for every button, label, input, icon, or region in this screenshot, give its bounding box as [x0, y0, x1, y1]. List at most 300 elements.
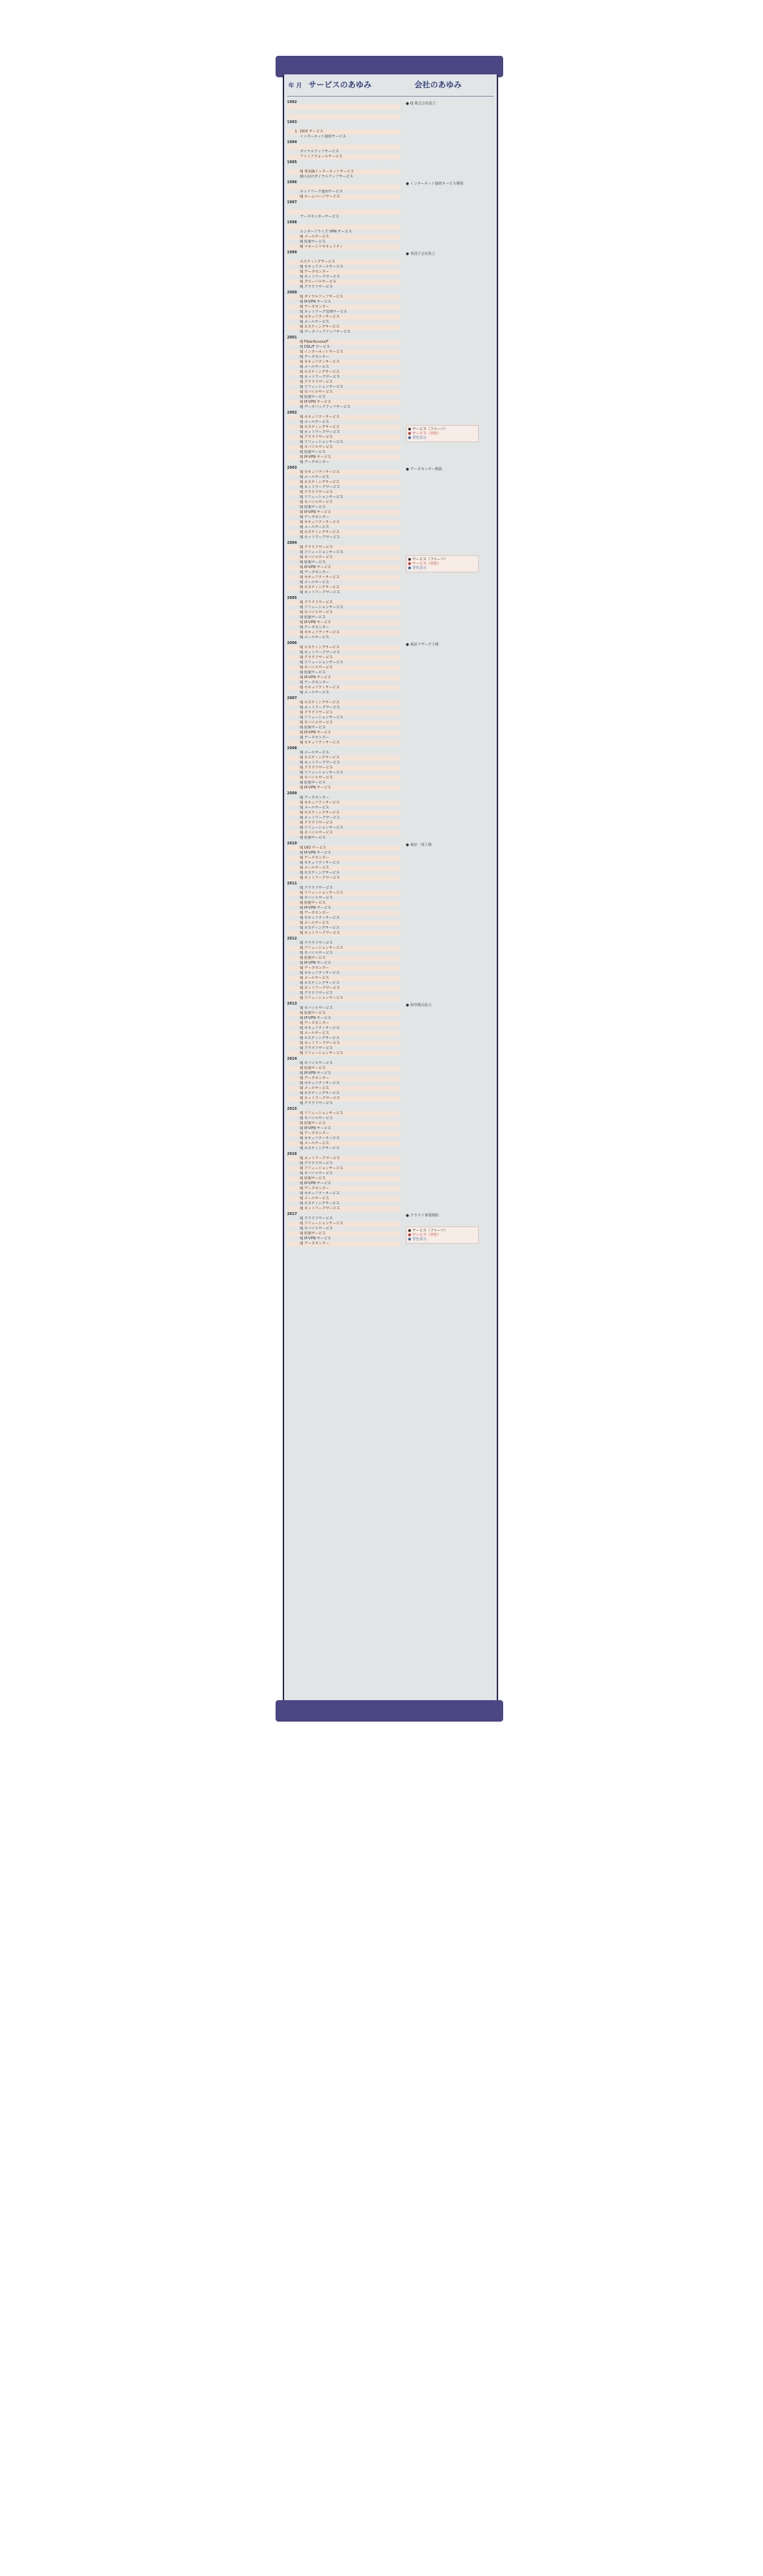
year-label: 2013: [287, 1002, 297, 1006]
row-service-text: IIJ ネットワークサービス: [300, 816, 341, 820]
row-service-text: IIJ ネットワークサービス: [300, 430, 341, 434]
year-label: 2008: [287, 746, 297, 751]
year-label: 2012: [287, 937, 297, 941]
service-row: [287, 976, 400, 981]
company-milestone: ● データセンター開設: [406, 467, 442, 472]
service-row: [287, 1006, 400, 1011]
row-service-text: IIJ セキュリティサービス: [300, 630, 340, 635]
row-service-text: 個人向けダイヤルアップサービス: [300, 175, 354, 179]
service-row: [287, 851, 400, 856]
row-service-text: IIJ データセンター: [300, 515, 329, 519]
row-service-text: IIJ メールサービス: [300, 1031, 329, 1035]
row-service-text: IIJ モバイルサービス: [300, 610, 334, 615]
service-row: [287, 846, 400, 851]
service-column-header: サービスのあゆみ: [308, 80, 371, 89]
row-service-text: IIJ ホスティングサービス: [300, 1036, 340, 1040]
row-service-text: IIJ クラウドサービス: [300, 380, 334, 384]
row-service-text: IIJ ホスティングサービス: [300, 926, 340, 930]
service-row: [287, 1081, 400, 1086]
company-milestone: ● 東証一部上場: [406, 843, 432, 847]
year-label: 1996: [287, 180, 297, 185]
company-milestone: ● 米国子会社設立: [406, 252, 435, 256]
service-row: [287, 1221, 400, 1226]
row-service-text: IIJ メールサービス: [300, 635, 329, 640]
row-service-text: IIJ セキュリティサービス: [300, 470, 340, 474]
scroll-rod-bottom: [276, 1700, 503, 1722]
service-row: [287, 395, 400, 400]
service-row: [287, 245, 400, 250]
row-service-text: IIJ ネットワーク管理サービス: [300, 310, 348, 314]
service-row: [287, 165, 400, 170]
year-label: 2011: [287, 882, 297, 886]
service-row: [287, 605, 400, 610]
row-service-text: IIJ モバイルサービス: [300, 445, 334, 449]
year-label: 2002: [287, 411, 297, 415]
service-row: [287, 620, 400, 625]
legend-item: ● サービス（フルーツ）: [408, 1229, 448, 1233]
service-row: [287, 1111, 400, 1116]
service-row: [287, 906, 400, 911]
service-row: [287, 916, 400, 921]
row-service-text: IIJ IP-VPN サービス: [300, 906, 331, 910]
row-service-text: IIJ クラウドサービス: [300, 655, 334, 660]
row-service-text: IIJ クラウドサービス: [300, 490, 334, 494]
row-service-text: IIJ モバイルサービス: [300, 951, 334, 955]
service-row: [287, 185, 400, 190]
service-row: [287, 450, 400, 455]
row-service-text: IIJ ネットワークサービス: [300, 986, 341, 990]
service-row: [287, 665, 400, 670]
service-row: [287, 240, 400, 245]
row-service-text: IIJ セキュリティサービス: [300, 1081, 340, 1085]
row-service-text: ファイアウォールサービス: [300, 155, 343, 159]
service-row: [287, 265, 400, 270]
service-row: [287, 340, 400, 345]
service-row: [287, 966, 400, 971]
row-service-text: IIJ クラウドサービス: [300, 1046, 334, 1050]
row-service-text: ネットワーク運用サービス: [300, 190, 344, 194]
row-service-text: IIJ データセンター: [300, 680, 329, 685]
service-row: [287, 1206, 400, 1211]
row-service-text: IIJ ソリューションサービス: [300, 385, 344, 389]
service-row: [287, 590, 400, 595]
row-service-text: IIJ ネットワークサービス: [300, 535, 341, 540]
service-row: [287, 530, 400, 535]
year-label: 2005: [287, 596, 297, 600]
service-row: [287, 871, 400, 876]
row-service-text: IIJ ソリューションサービス: [300, 1111, 344, 1116]
legend-item: ● サービス（フルーツ）: [408, 427, 448, 431]
service-row: [287, 786, 400, 791]
service-row: [287, 1096, 400, 1101]
row-service-text: IIJ ソリューションサービス: [300, 996, 344, 1000]
row-service-text: IIJ IP-VPN サービス: [300, 510, 331, 514]
company-milestone: ● インターネット接続サービス開始: [406, 182, 464, 186]
row-service-text: ダイヤルアップサービス: [300, 150, 339, 154]
service-row: [287, 816, 400, 821]
service-row: [287, 951, 400, 956]
service-row: [287, 660, 400, 665]
service-row: [287, 280, 400, 285]
row-service-text: IIJ ソリューションサービス: [300, 891, 344, 895]
row-service-text: IIJ ソリューションサービス: [300, 771, 344, 775]
row-service-text: IIJ メールサービス: [300, 1141, 329, 1146]
legend-box: [406, 555, 479, 572]
row-service-text: IIJ モバイルサービス: [300, 555, 334, 560]
row-month: 1: [294, 130, 297, 134]
row-service-text: IIJ セキュリティサービス: [300, 686, 340, 690]
year-label: 1993: [287, 120, 297, 125]
row-service-text: IIJ クラウドサービス: [300, 1216, 334, 1221]
service-row: [287, 1176, 400, 1181]
service-row: [287, 365, 400, 370]
row-service-text: IIJ セキュアメールサービス: [300, 265, 344, 269]
row-service-text: IIJ セキュリティサービス: [300, 916, 340, 920]
row-service-text: IIJ モバイルサービス: [300, 776, 334, 780]
service-row: [287, 761, 400, 766]
service-row: [287, 600, 400, 605]
row-service-text: IIJ モバイルサービス: [300, 1226, 334, 1231]
row-service-text: IIJ 監視サービス: [300, 726, 326, 730]
row-service-text: IIJ クラウドサービス: [300, 886, 334, 890]
row-service-text: IIJ 専用線インターネットサービス: [300, 170, 354, 174]
service-row: [287, 921, 400, 926]
service-row: [287, 355, 400, 360]
row-service-text: IIJ インターネットサービス: [300, 350, 344, 354]
service-row: [287, 310, 400, 315]
service-row: [287, 475, 400, 480]
service-row: [287, 1171, 400, 1176]
row-service-text: IIJ セキュリティサービス: [300, 1026, 340, 1030]
year-column-header: 年 月: [288, 82, 302, 89]
service-row: [287, 630, 400, 635]
row-service-text: IIJ ダイヤルアップサービス: [300, 295, 344, 299]
service-row: [287, 170, 400, 175]
year-label: 2015: [287, 1107, 297, 1111]
service-row: [287, 114, 400, 119]
row-service-text: IIJ メールサービス: [300, 320, 329, 324]
year-label: 2016: [287, 1152, 297, 1156]
row-service-text: IIJ ホスティングサービス: [300, 645, 340, 650]
service-row: [287, 1216, 400, 1221]
company-milestone: ● クラウド事業開始: [406, 1214, 439, 1218]
service-row: [287, 275, 400, 280]
row-service-text: IIJ ネットワークサービス: [300, 650, 341, 655]
company-milestone: ● IIJ 株式会社設立: [406, 102, 436, 106]
service-row: [287, 856, 400, 861]
service-row: [287, 330, 400, 335]
service-row: [287, 831, 400, 836]
service-row: [287, 345, 400, 350]
service-row: [287, 726, 400, 731]
service-row: [287, 225, 400, 230]
row-service-text: IIJ ネットワークサービス: [300, 375, 341, 379]
service-row: [287, 1086, 400, 1091]
row-service-text: IIJ 監視サービス: [300, 1231, 326, 1236]
row-service-text: IIJ セキュリティサービス: [300, 415, 340, 419]
service-row: [287, 706, 400, 711]
row-service-text: IIJ データセンター: [300, 1076, 329, 1080]
service-row: [287, 510, 400, 515]
service-row: [287, 535, 400, 540]
row-service-text: IIJ 監視サービス: [300, 560, 326, 565]
service-row: [287, 836, 400, 841]
row-service-text: IIJ メールサービス: [300, 866, 329, 870]
service-row: [287, 756, 400, 761]
row-service-text: IIJ ネットワークサービス: [300, 876, 341, 880]
row-service-text: IIJ メールサービス: [300, 691, 329, 695]
service-row: [287, 145, 400, 150]
service-row: [287, 585, 400, 590]
service-row: [287, 1071, 400, 1076]
service-row: [287, 205, 400, 210]
row-service-text: IIJ メールサービス: [300, 525, 329, 530]
row-service-text: IIJ ネットワークサービス: [300, 761, 341, 765]
row-service-text: IIJ メールサービス: [300, 1196, 329, 1201]
row-service-text: IIJ クラウドサービス: [300, 821, 334, 825]
legend-box: [406, 425, 479, 442]
row-service-text: IIJ データセンター: [300, 736, 329, 740]
service-row: [287, 375, 400, 380]
legend-item: ● 青色表示: [408, 1237, 427, 1241]
service-row: [287, 1031, 400, 1036]
row-service-text: IIJ クラウドサービス: [300, 435, 334, 439]
service-row: [287, 400, 400, 405]
service-row: [287, 460, 400, 465]
row-service-text: IIJ データセンター: [300, 355, 329, 359]
row-service-text: IIJ ソリューションサービス: [300, 716, 344, 720]
service-row: [287, 545, 400, 550]
row-service-text: IIJ IP-VPN サービス: [300, 1016, 331, 1020]
service-row: [287, 701, 400, 706]
row-service-text: IIJ IP-VPN サービス: [300, 300, 331, 304]
row-service-text: IIJ 監視サービス: [300, 781, 326, 785]
row-service-text: IIJ IP-VPN サービス: [300, 400, 331, 404]
row-service-text: エンタープライズ VPN サービス: [300, 230, 352, 234]
row-service-text: IIJ セキュリティサービス: [300, 360, 340, 364]
service-row: [287, 650, 400, 655]
row-service-text: IIJ モバイルサービス: [300, 896, 334, 900]
service-row: [287, 215, 400, 220]
service-row: [287, 470, 400, 475]
year-label: 2010: [287, 841, 297, 846]
row-service-text: IIJ マネージドセキュリティ: [300, 245, 344, 249]
service-row: [287, 781, 400, 786]
service-row: [287, 1161, 400, 1166]
service-row: [287, 1041, 400, 1046]
service-row: [287, 625, 400, 630]
service-row: [287, 1241, 400, 1246]
row-service-text: IIJ クラウドサービス: [300, 1101, 334, 1106]
service-row: [287, 195, 400, 200]
row-service-text: IIJ ネットワークサービス: [300, 1096, 341, 1101]
row-service-text: IIJ ソリューションサービス: [300, 946, 344, 950]
service-row: [287, 210, 400, 215]
row-service-text: IIJ ソリューションサービス: [300, 1051, 344, 1055]
service-row: [287, 766, 400, 771]
row-service-text: IIJ データセンター: [300, 856, 329, 860]
service-row: [287, 150, 400, 155]
row-service-text: IIJ ホスティングサービス: [300, 1091, 340, 1096]
row-service-text: IIJ データセンター: [300, 570, 329, 575]
row-service-text: IIJ モバイルサービス: [300, 831, 334, 835]
row-service-text: IIJ ホスティングサービス: [300, 981, 340, 985]
row-service-text: IIJ セキュリティサービス: [300, 315, 340, 319]
row-service-text: IIJ クラウドサービス: [300, 1161, 334, 1166]
service-row: [287, 440, 400, 445]
service-row: [287, 886, 400, 891]
row-service-text: IIJ メールサービス: [300, 235, 329, 239]
service-row: [287, 480, 400, 485]
row-service-text: IIJ ホスティングサービス: [300, 1201, 340, 1206]
service-row: [287, 721, 400, 726]
row-service-text: IIJ ホスティングサービス: [300, 811, 340, 815]
row-service-text: IIJ ホスティングサービス: [300, 701, 340, 705]
company-milestone: ● 海外拠点拡大: [406, 1003, 432, 1008]
row-service-text: IIJ セキュリティサービス: [300, 1136, 340, 1141]
year-label: 2009: [287, 791, 297, 796]
row-service-text: IIJ ホスティングサービス: [300, 530, 340, 535]
service-row: [287, 1021, 400, 1026]
legend-item: ● 青色表示: [408, 566, 427, 570]
service-row: [287, 896, 400, 901]
service-row: [287, 996, 400, 1001]
row-service-text: IIJ 監視サービス: [300, 901, 326, 905]
year-label: 2007: [287, 696, 297, 701]
service-row: [287, 525, 400, 530]
service-row: [287, 420, 400, 425]
service-row: [287, 680, 400, 686]
service-row: [287, 1186, 400, 1191]
service-row: [287, 901, 400, 906]
timeline-paper: [283, 74, 498, 1703]
service-row: [287, 941, 400, 946]
service-row: [287, 1201, 400, 1206]
service-row: [287, 425, 400, 430]
row-service-text: IIJ IP-VPN サービス: [300, 961, 331, 965]
service-row: [287, 1226, 400, 1231]
service-row: [287, 1191, 400, 1196]
row-service-text: IIJ モバイルサービス: [300, 1116, 334, 1121]
service-row: [287, 175, 400, 180]
service-row: [287, 691, 400, 696]
year-label: 1992: [287, 100, 297, 104]
service-row: [287, 615, 400, 620]
row-service-text: データセンターサービス: [300, 215, 339, 219]
service-row: [287, 560, 400, 565]
service-row: [287, 320, 400, 325]
service-row: [287, 1131, 400, 1136]
service-row: [287, 305, 400, 310]
row-service-text: IIJ IP-VPN サービス: [300, 1236, 331, 1241]
service-row: [287, 570, 400, 575]
row-service-text: IIJ モバイルサービス: [300, 1171, 334, 1176]
row-service-text: IIJ メールサービス: [300, 365, 329, 369]
service-row: [287, 415, 400, 420]
header-divider: [287, 96, 494, 97]
row-service-text: IIJ データセンター: [300, 911, 329, 915]
row-service-text: IIJ 監視サービス: [300, 1176, 326, 1181]
service-row: [287, 891, 400, 896]
service-row: [287, 445, 400, 450]
legend-item: ● サービス（フルーツ）: [408, 557, 448, 562]
row-service-text: IIJ モバイルサービス: [300, 500, 334, 504]
service-row: [287, 555, 400, 560]
service-row: [287, 1091, 400, 1096]
service-row: [287, 991, 400, 996]
row-service-text: IIJ モバイルサービス: [300, 1006, 334, 1010]
row-service-text: IIJ メールサービス: [300, 580, 329, 585]
row-service-text: IIJ 監視サービス: [300, 395, 326, 399]
legend-item: ● サービス（赤色）: [408, 431, 441, 436]
row-service-text: IIJ IP-VPN サービス: [300, 1126, 331, 1131]
service-row: [287, 515, 400, 520]
year-label: 2003: [287, 466, 297, 470]
service-row: [287, 1026, 400, 1031]
service-row: [287, 971, 400, 976]
row-service-text: IIJ メールサービス: [300, 1086, 329, 1091]
service-row: [287, 731, 400, 736]
year-label: 1994: [287, 140, 297, 145]
year-label: 2014: [287, 1057, 297, 1061]
row-service-text: IIJ ホスティングサービス: [300, 325, 340, 329]
service-row: [287, 861, 400, 866]
row-service-text: IIJ ホスティングサービス: [300, 756, 340, 760]
row-service-text: DDX サービス: [300, 130, 324, 134]
row-service-text: IIJ データバックアップサービス: [300, 330, 351, 334]
row-service-text: IIJ ホームページサービス: [300, 195, 340, 199]
service-row: [287, 1061, 400, 1066]
row-service-text: IIJ ネットワークサービス: [300, 275, 341, 279]
row-service-text: IIJ セキュリティサービス: [300, 801, 340, 805]
row-service-text: IIJ 監視サービス: [300, 1121, 326, 1126]
row-service-text: IIJ データセンター: [300, 460, 329, 464]
row-service-text: IIJ ネットワークサービス: [300, 1206, 341, 1211]
service-row: [287, 435, 400, 440]
row-service-text: IIJ 監視サービス: [300, 240, 326, 244]
service-row: [287, 801, 400, 806]
row-service-text: IIJ データセンター: [300, 1131, 329, 1136]
service-row: [287, 109, 400, 114]
service-row: [287, 1076, 400, 1081]
service-row: [287, 635, 400, 640]
service-row: [287, 1146, 400, 1151]
year-label: 1997: [287, 200, 297, 205]
year-label: 1998: [287, 220, 297, 225]
row-service-text: IIJ 監視サービス: [300, 1066, 326, 1070]
service-row: [287, 655, 400, 660]
service-row: [287, 741, 400, 746]
row-service-text: IIJ メールサービス: [300, 751, 329, 755]
service-row: [287, 485, 400, 490]
row-service-text: IIJ クラウドサービス: [300, 766, 334, 770]
service-row: [287, 776, 400, 781]
service-row: [287, 751, 400, 756]
service-row: [287, 1101, 400, 1106]
row-service-text: IIJ 監視サービス: [300, 956, 326, 960]
row-service-text: IIJ ソリューションサービス: [300, 495, 344, 499]
service-row: [287, 1136, 400, 1141]
service-row: [287, 1016, 400, 1021]
row-service-text: IIJ IP-VPN サービス: [300, 620, 331, 625]
row-service-text: IIJ クラウドサービス: [300, 941, 334, 945]
row-service-text: IIJ GIO サービス: [300, 846, 326, 850]
service-row: [287, 796, 400, 801]
service-row: [287, 946, 400, 951]
row-service-text: IIJ モバイルサービス: [300, 721, 334, 725]
row-service-text: IIJ 監視サービス: [300, 670, 326, 675]
row-service-text: IIJ ソリューションサービス: [300, 440, 344, 444]
